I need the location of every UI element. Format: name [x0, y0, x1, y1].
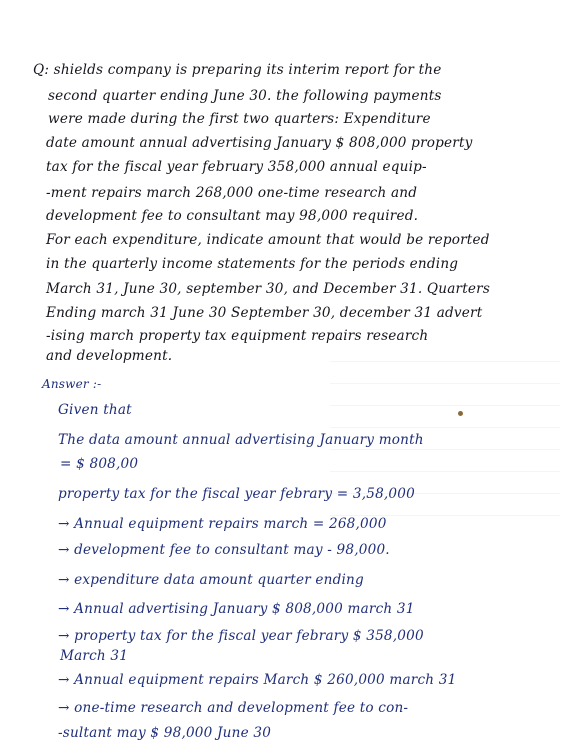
- answer-line: → development fee to consultant may - 98,000.: [58, 542, 390, 558]
- answer-line: → Annual equipment repairs March $ 260,000 march 31: [58, 672, 457, 688]
- answer-line: -sultant may $ 98,000 June 30: [58, 725, 272, 741]
- answer-line: property tax for the fiscal year febrary = 3,58,000: [58, 486, 415, 502]
- answer-line: Given that: [58, 402, 132, 418]
- question-line: -ising march property tax equipment repairs research: [46, 328, 429, 344]
- answer-line: The data amount annual advertising January month: [58, 432, 424, 448]
- question-line: Ending march 31 June 30 September 30, december 31 advert: [46, 305, 483, 321]
- question-line: were made during the first two quarters: Expenditure: [48, 111, 431, 127]
- question-line: -ment repairs march 268,000 one-time research and: [46, 185, 418, 201]
- answer-line: → property tax for the fiscal year febrary $ 358,000: [58, 628, 424, 644]
- question-line: Q: shields company is preparing its interim report for the: [33, 62, 442, 78]
- question-line: March 31, June 30, september 30, and December 31. Quarters: [46, 281, 491, 297]
- question-line: tax for the fiscal year february 358,000 annual equip-: [46, 159, 427, 175]
- answer-line: → expenditure data amount quarter ending: [58, 572, 364, 588]
- answer-line: March 31: [60, 648, 129, 664]
- answer-label: Answer :-: [42, 377, 102, 391]
- question-line: development fee to consultant may 98,000 required.: [46, 208, 419, 224]
- question-line: in the quarterly income statements for the periods ending: [46, 256, 459, 272]
- question-line: second quarter ending June 30. the following payments: [48, 88, 442, 104]
- answer-line: = $ 808,00: [60, 456, 139, 472]
- question-line: and development.: [46, 348, 173, 364]
- question-line: date amount annual advertising January $ 808,000 property: [46, 135, 473, 151]
- question-line: For each expenditure, indicate amount that would be reported: [46, 232, 490, 248]
- answer-line: → Annual equipment repairs march = 268,000: [58, 516, 387, 532]
- answer-line: → Annual advertising January $ 808,000 march 31: [58, 601, 415, 617]
- ink-dot: [458, 411, 463, 416]
- answer-line: → one-time research and development fee to con-: [58, 700, 409, 716]
